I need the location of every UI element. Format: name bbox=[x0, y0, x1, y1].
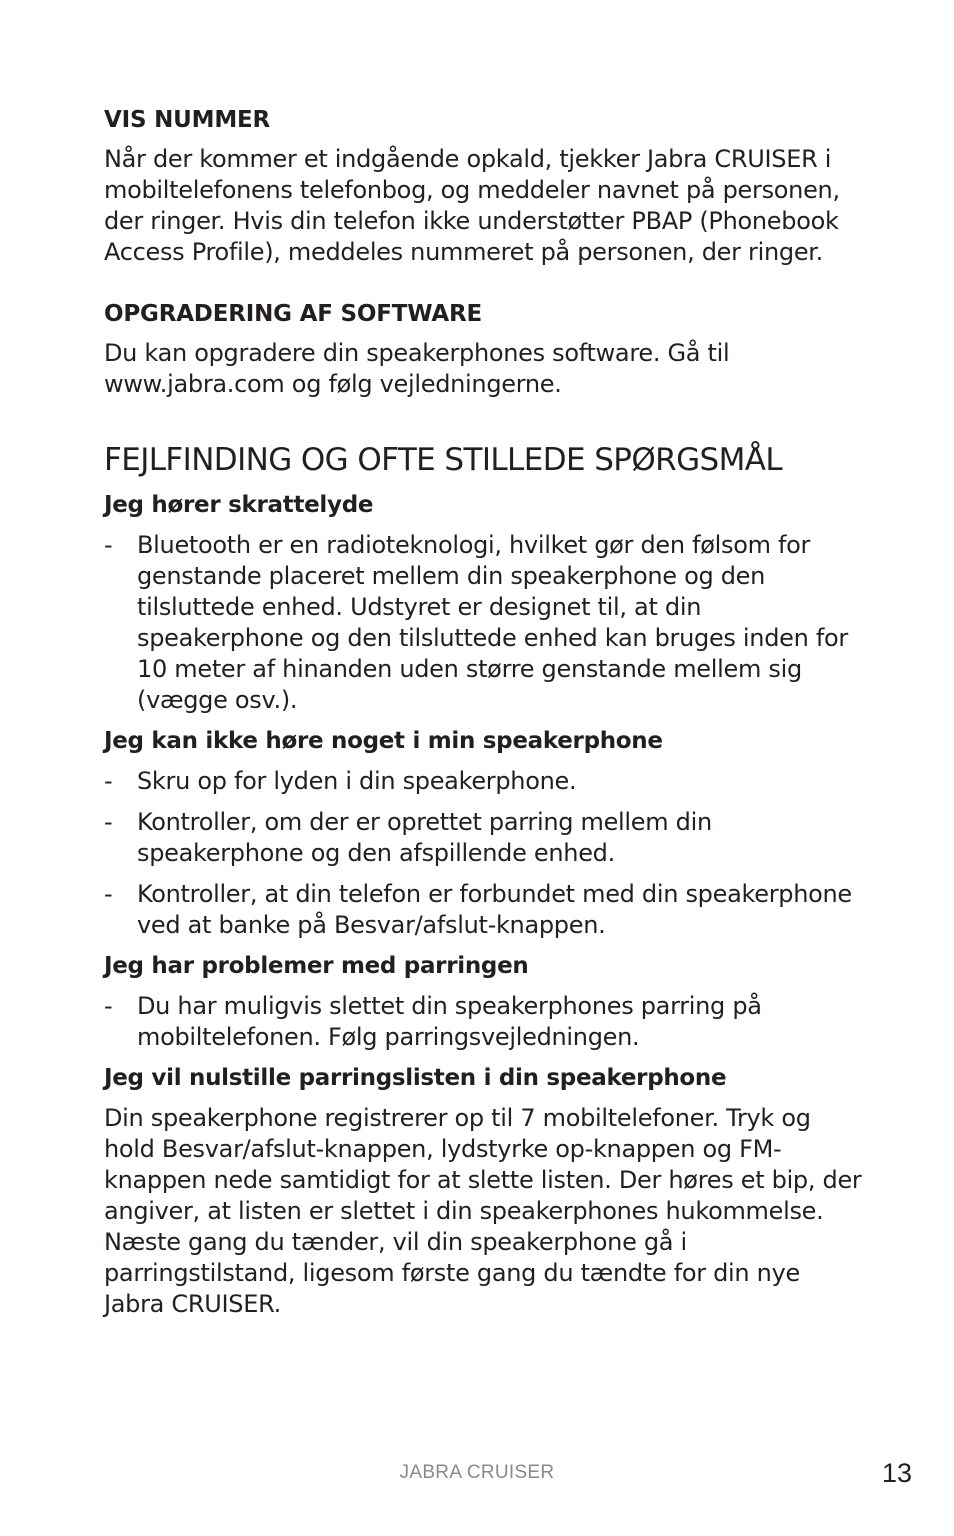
list-item-text: Du har muligvis slettet din speakerphones parring på mobiltelefonen. Følg parringsvejledningen. bbox=[137, 992, 762, 1051]
list-item bbox=[104, 879, 864, 941]
page-number: 13 bbox=[881, 1458, 912, 1488]
list-item-text: Kontroller, om der er oprettet parring mellem din speakerphone og den afspillende enhed. bbox=[137, 808, 712, 867]
section-heading-vis-nummer: VIS NUMMER bbox=[104, 107, 271, 133]
list-item bbox=[104, 766, 864, 797]
section-body-software: Du kan opgradere din speakerphones software. Gå til www.jabra.com og følg vejledningerne. bbox=[104, 339, 730, 398]
section-heading-software: OPGRADERING AF SOFTWARE bbox=[104, 301, 482, 327]
list-item-text: Bluetooth er en radioteknologi, hvilket gør den følsom for genstande placeret mellem din speakerphone og den tilsluttede enhed. Udstyret er designet til, at din speakerphone og den tilsluttede enhed kan bruges inden for 10 meter af hinanden uden større genstande mellem sig (vægge osv.). bbox=[137, 531, 848, 714]
list-item bbox=[104, 530, 864, 716]
bullet-marker: - bbox=[104, 992, 113, 1020]
list-item bbox=[104, 991, 864, 1053]
footer-brand: JABRA CRUISER bbox=[399, 1462, 555, 1483]
bullet-marker: - bbox=[104, 808, 113, 836]
faq-question-4: Jeg vil nulstille parringslisten i din speakerphone bbox=[104, 1065, 727, 1091]
bullet-marker: - bbox=[104, 767, 113, 795]
faq-heading: FEJLFINDING OG OFTE STILLEDE SPØRGSMÅL bbox=[104, 442, 783, 478]
faq-question-2: Jeg kan ikke høre noget i min speakerphone bbox=[104, 728, 663, 754]
bullet-marker: - bbox=[104, 880, 113, 908]
section-body-vis-nummer: Når der kommer et indgående opkald, tjekker Jabra CRUISER i mobiltelefonens telefonbog, og meddeler navnet på personen, der ringer. Hvis din telefon ikke understøtter PBAP (Phonebook Access Profile), meddeles nummeret på personen, der ringer. bbox=[104, 145, 840, 266]
faq-answer-4: Din speakerphone registrerer op til 7 mobiltelefoner. Tryk og hold Besvar/afslut-knappen, lydstyrke op-knappen og FM-knappen nede samtidigt for at slette listen. Der høres et bip, der angiver, at listen er slettet i din speakerphones hukommelse. Næste gang du tænder, vil din speakerphone gå i parringstilstand, ligesom første gang du tændte for din nye Jabra CRUISER. bbox=[104, 1104, 862, 1318]
bullet-marker: - bbox=[104, 531, 113, 559]
page-content bbox=[104, 104, 864, 1320]
list-item-text: Skru op for lyden i din speakerphone. bbox=[137, 767, 577, 795]
faq-question-1: Jeg hører skrattelyde bbox=[104, 492, 374, 518]
faq-question-3: Jeg har problemer med parringen bbox=[104, 953, 529, 979]
list-item-text: Kontroller, at din telefon er forbundet med din speakerphone ved at banke på Besvar/afslut-knappen. bbox=[137, 880, 852, 939]
list-item bbox=[104, 807, 864, 869]
